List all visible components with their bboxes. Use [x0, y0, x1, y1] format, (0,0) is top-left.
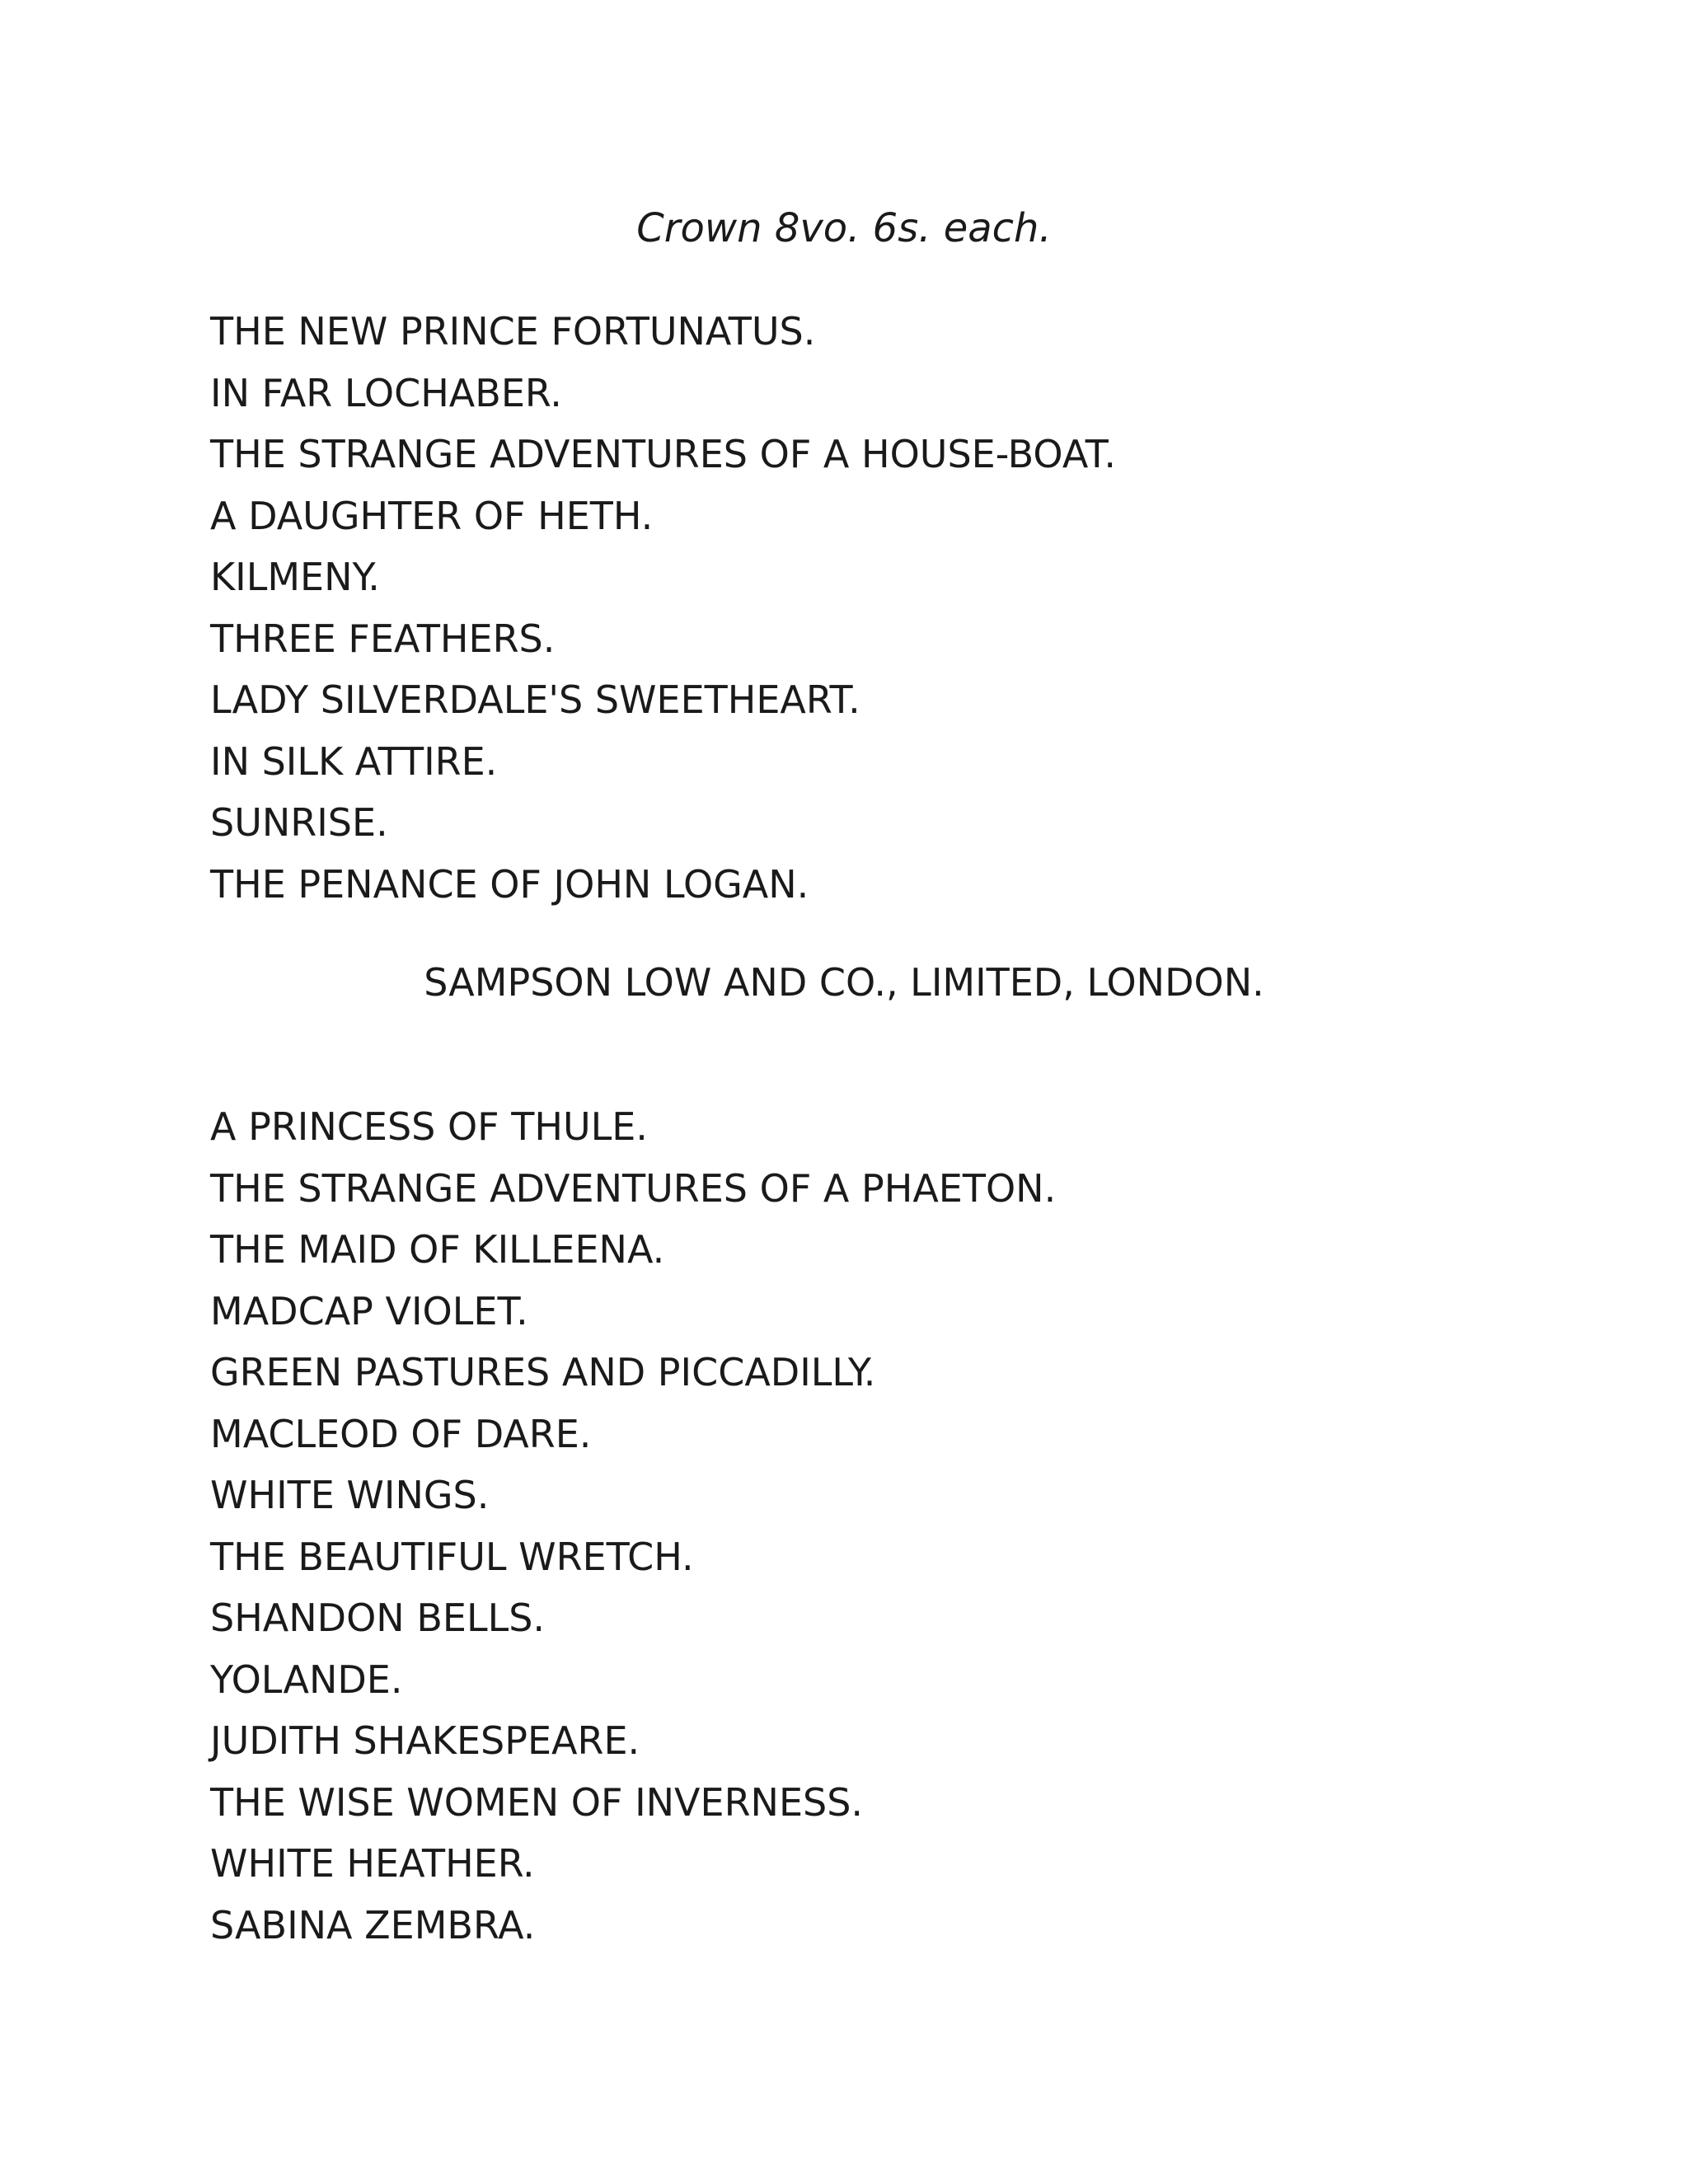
- list-item: GREEN PASTURES AND PICCADILLY.: [210, 1350, 876, 1394]
- list-item: A PRINCESS OF THULE.: [210, 1104, 648, 1149]
- title-list-two: [210, 1096, 1056, 1956]
- list-item: THE BEAUTIFUL WRETCH.: [210, 1534, 694, 1579]
- list-item: YOLANDE.: [210, 1657, 403, 1702]
- list-item: WHITE WINGS.: [210, 1473, 490, 1517]
- list-item: SABINA ZEMBRA.: [210, 1902, 536, 1947]
- list-item: THE PENANCE OF JOHN LOGAN.: [210, 861, 809, 907]
- title-list-one: [210, 301, 1116, 915]
- list-item: IN FAR LOCHABER.: [210, 370, 562, 415]
- list-item: THE STRANGE ADVENTURES OF A PHAETON.: [210, 1165, 1057, 1211]
- price-heading: Crown 8vo. 6s. each.: [636, 205, 1052, 251]
- list-item: SHANDON BELLS.: [210, 1596, 546, 1640]
- list-item: KILMENY.: [210, 555, 380, 599]
- list-item: JUDITH SHAKESPEARE.: [210, 1718, 640, 1763]
- list-item: WHITE HEATHER.: [210, 1841, 535, 1886]
- list-item: THE NEW PRINCE FORTUNATUS.: [210, 309, 816, 354]
- list-item: MADCAP VIOLET.: [210, 1288, 528, 1333]
- publisher-imprint: SAMPSON LOW AND CO., LIMITED, LONDON.: [424, 960, 1264, 1005]
- list-item: LADY SILVERDALE'S SWEETHEART.: [210, 677, 860, 722]
- list-item: THE STRANGE ADVENTURES OF A HOUSE-BOAT.: [210, 432, 1116, 476]
- list-item: THE WISE WOMEN OF INVERNESS.: [210, 1779, 864, 1825]
- list-item: A DAUGHTER OF HETH.: [210, 493, 654, 538]
- list-item: THE MAID OF KILLEENA.: [210, 1227, 665, 1272]
- list-item: MACLEOD OF DARE.: [210, 1411, 592, 1456]
- list-item: IN SILK ATTIRE.: [210, 738, 498, 784]
- list-item: SUNRISE.: [210, 800, 388, 845]
- list-item: THREE FEATHERS.: [210, 616, 556, 661]
